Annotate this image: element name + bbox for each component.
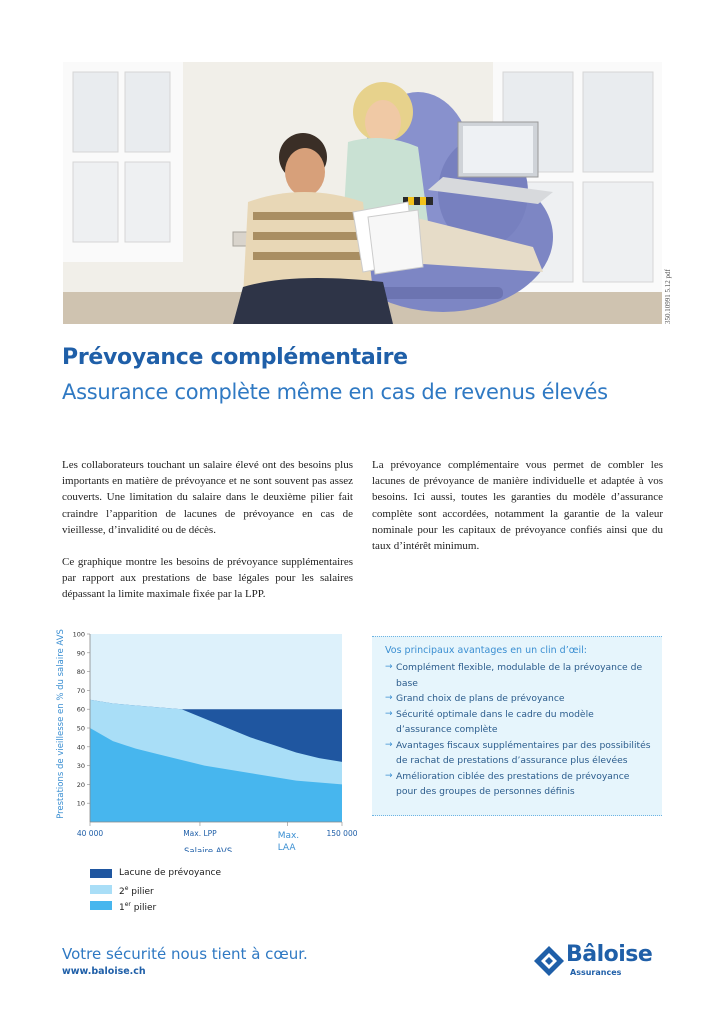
footer-website-link[interactable]: www.baloise.ch bbox=[62, 966, 146, 977]
document-code-text: 350.10991 5.12 pdf bbox=[664, 269, 672, 324]
baloise-logo-icon bbox=[532, 944, 566, 978]
benefits-box bbox=[372, 636, 662, 816]
benefit-item: → Grand choix de plans de prévoyance bbox=[385, 691, 652, 707]
x-tick-max-laa-line1: Max. bbox=[277, 831, 300, 841]
left-column bbox=[62, 457, 353, 619]
legend-label-lacune: Lacune de prévoyance bbox=[119, 868, 222, 878]
legend-label-2e-pilier: 2e pilier bbox=[119, 885, 154, 897]
arrow-right-icon: → bbox=[385, 693, 393, 703]
y-tick-label: 60 bbox=[76, 705, 85, 714]
logo-brand-sub: Assurances bbox=[570, 968, 622, 977]
x-tick-max-lpp: Max. LPP bbox=[183, 829, 217, 838]
benefits-title: Vos principaux avantages en un clin d’œil: bbox=[385, 645, 587, 656]
pension-chart bbox=[48, 612, 368, 852]
left-paragraph-1: Les collaborateurs touchant un salaire élevé ont des besoins plus importants en matière de prévoyance et ne sont souvent pas assez couverts. Une limitation du salaire dans le deuxième pilier fait craindre l’apparition de lacunes de prévoyance en cas de vieillesse, d’invalidité ou de décès. bbox=[62, 459, 353, 536]
y-tick-label: 50 bbox=[76, 724, 85, 733]
arrow-right-icon: → bbox=[385, 770, 393, 781]
y-tick-label: 90 bbox=[76, 649, 85, 658]
y-tick-label: 20 bbox=[76, 780, 85, 789]
page-subtitle: Assurance complète même en cas de revenus élevés bbox=[62, 380, 608, 404]
left-paragraph-2: Ce graphique montre les besoins de prévoyance supplémentaires par rapport aux prestations de base légales pour les salaires dépassant la limite maximale fixée par la LPP. bbox=[62, 556, 353, 601]
arrow-right-icon: → bbox=[385, 662, 393, 672]
arrow-right-icon: → bbox=[385, 708, 393, 719]
legend-swatch-2e-pilier bbox=[90, 885, 112, 894]
page-title: Prévoyance complémentaire bbox=[62, 345, 408, 370]
benefit-item: → Sécurité optimale dans le cadre du modèle d’assurance complète bbox=[385, 708, 594, 735]
y-tick-label: 70 bbox=[76, 686, 85, 695]
y-tick-label: 100 bbox=[72, 630, 85, 639]
footer-tagline: Votre sécurité nous tient à cœur. bbox=[62, 945, 308, 963]
pension-chart-svg bbox=[48, 612, 368, 852]
logo-brand-name: Bâloise bbox=[566, 942, 653, 967]
right-column bbox=[372, 457, 663, 570]
x-tick-max-laa-line2: LAA bbox=[277, 843, 296, 852]
legend-label-1er-pilier: 1er pilier bbox=[119, 901, 157, 913]
y-tick-label: 10 bbox=[76, 799, 85, 808]
hero-photo bbox=[63, 62, 662, 324]
y-tick-label: 80 bbox=[76, 668, 85, 677]
benefit-item: → Complément flexible, modulable de la prévoyance de base bbox=[385, 662, 643, 689]
document-code bbox=[664, 258, 676, 328]
legend-swatch-1er-pilier bbox=[90, 901, 112, 910]
baloise-logo bbox=[532, 940, 667, 982]
x-tick-end: 150 000 bbox=[326, 829, 358, 838]
benefit-item: → Avantages fiscaux supplémentaires par des possibilités de rachat de prestations d’assurance plus élevées bbox=[385, 739, 651, 766]
arrow-right-icon: → bbox=[385, 739, 393, 750]
x-axis-label: Salaire AVS bbox=[184, 847, 233, 852]
y-axis-label: Prestations de vieillesse en % du salaire AVS bbox=[56, 629, 66, 819]
right-paragraph-1: La prévoyance complémentaire vous permet de combler les lacunes de prévoyance de manière individuelle et adaptée à vos besoins. Ici aussi, toutes les garanties du modèle d’assurance complète sont accordées, notamment la garantie de la valeur nominale pour les capitaux de prévoyance confiés ainsi que du taux d’intérêt minimum. bbox=[372, 459, 663, 553]
benefits-list bbox=[385, 660, 652, 800]
legend-swatch-lacune bbox=[90, 869, 112, 878]
benefit-item: → Amélioration ciblée des prestations de prévoyance pour des groupes de personnes définis bbox=[385, 770, 630, 797]
hero-photo-illustration bbox=[63, 62, 662, 324]
y-tick-label: 30 bbox=[76, 762, 85, 771]
y-tick-label: 40 bbox=[76, 743, 85, 752]
x-tick-start: 40 000 bbox=[76, 829, 104, 838]
